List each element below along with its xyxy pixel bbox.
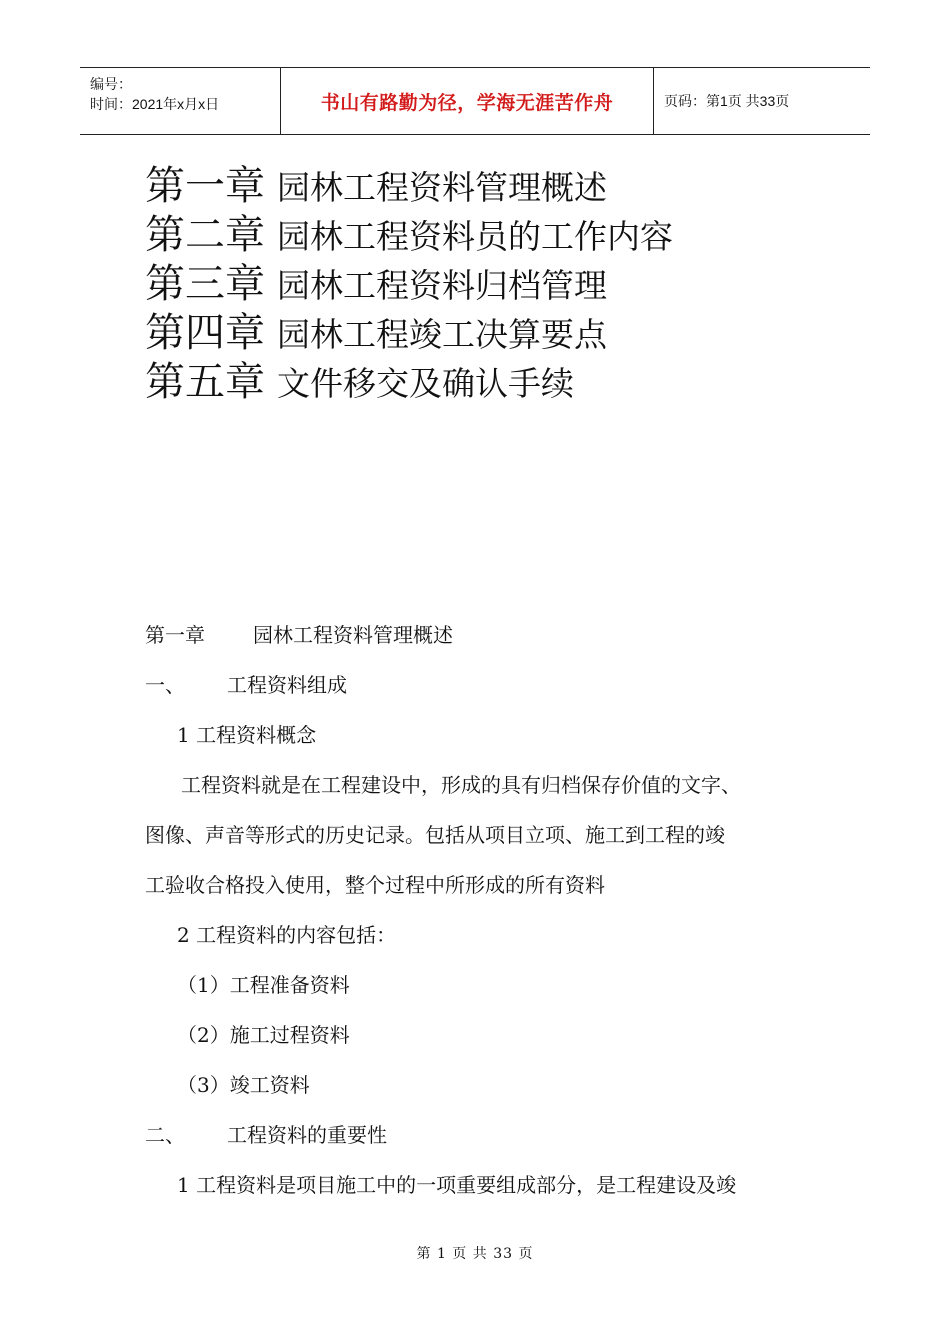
toc-chapter: 第四章 [145,310,265,356]
toc-chapter: 第一章 [145,163,265,209]
time-label: 时间：2021年x月x日 [90,96,220,112]
header-right-cell [654,68,870,134]
section-heading [145,660,825,710]
section-title: 工程资料的重要性 [227,1123,387,1147]
toc-title: 园林工程竣工决算要点 [277,315,607,354]
number-label: 编号： [90,76,132,92]
toc-title: 园林工程资料归档管理 [277,266,607,305]
chapter-title: 园林工程资料管理概述 [253,623,453,647]
toc-item [145,309,673,358]
toc-chapter: 第五章 [145,359,265,405]
document-body [145,610,825,1210]
toc-chapter: 第三章 [145,261,265,307]
chapter-heading [145,610,825,660]
toc-item [145,211,673,260]
toc-item [145,162,673,211]
paragraph-line: 图像、声音等形式的历史记录。包括从项目立项、施工到工程的竣 [145,823,725,847]
table-of-contents [145,162,673,407]
toc-title: 园林工程资料员的工作内容 [277,217,673,256]
list-item: （1）工程准备资料 [177,973,350,997]
section-number: 一、 [145,673,185,697]
list-item: （2）施工过程资料 [177,1023,350,1047]
item-title: 1 工程资料是项目施工中的一项重要组成部分，是工程建设及竣 [177,1173,737,1197]
section-number: 二、 [145,1123,185,1147]
page-footer: 第 1 页 共 33 页 [416,1246,534,1262]
paragraph-line: 工程资料就是在工程建设中，形成的具有归档保存价值的文字、 [181,773,741,797]
toc-chapter: 第二章 [145,212,265,258]
toc-title: 文件移交及确认手续 [277,364,574,403]
page-info: 页码：第1页 共33页 [664,93,790,109]
toc-item [145,358,673,407]
list-item: （3）竣工资料 [177,1073,310,1097]
paragraph-line: 工验收合格投入使用，整个过程中所形成的所有资料 [145,873,605,897]
motto-text: 书山有路勤为径，学海无涯苦作舟 [320,91,614,114]
item-title: 2 工程资料的内容包括： [177,923,397,947]
toc-title: 园林工程资料管理概述 [277,168,607,207]
header-middle-cell [281,68,654,134]
section-heading [145,1110,825,1160]
item-title: 1 工程资料概念 [177,723,317,747]
section-title: 工程资料组成 [227,673,347,697]
header-left-cell [80,68,281,134]
toc-item [145,260,673,309]
header-table [80,67,870,135]
chapter-number: 第一章 [145,623,205,647]
